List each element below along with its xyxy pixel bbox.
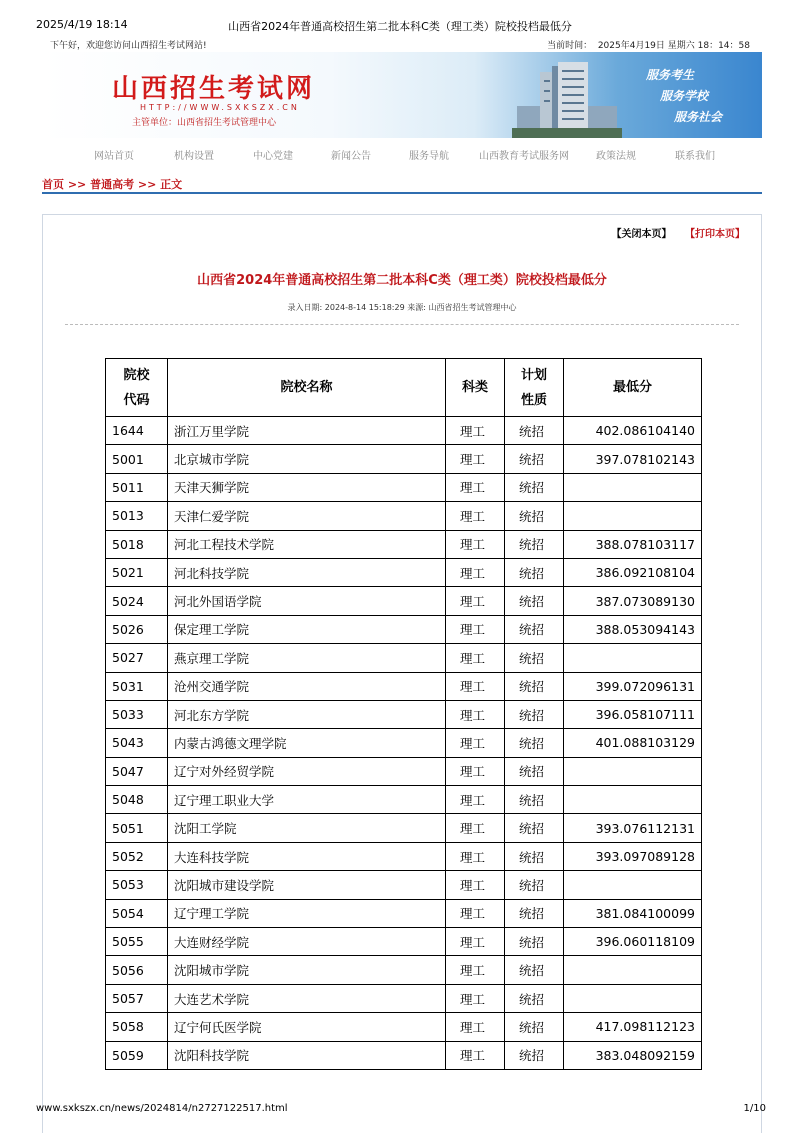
- header-name: 院校名称: [168, 359, 446, 417]
- cell-plan: 统招: [505, 984, 564, 1012]
- cell-code: 5013: [106, 502, 168, 530]
- cell-code: 5011: [106, 473, 168, 501]
- table-row: [106, 615, 702, 643]
- cell-code: 5057: [106, 984, 168, 1012]
- header-plan: 计划 性质: [505, 359, 564, 417]
- cell-subject: 理工: [446, 814, 505, 842]
- nav-item-news[interactable]: 新闻公告: [331, 151, 371, 162]
- site-logo[interactable]: 山西招生考试网: [112, 74, 316, 104]
- table-row: [106, 842, 702, 870]
- cell-code: 5056: [106, 956, 168, 984]
- cell-name: 大连财经学院: [168, 928, 446, 956]
- cell-name: 河北东方学院: [168, 700, 446, 728]
- cell-plan: 统招: [505, 502, 564, 530]
- table-header-row: [106, 359, 702, 417]
- cell-name: 沈阳城市学院: [168, 956, 446, 984]
- cell-subject: 理工: [446, 417, 505, 445]
- cell-score: [564, 984, 702, 1012]
- breadcrumb[interactable]: 首页 >> 普通高考 >> 正文: [42, 176, 762, 194]
- cell-code: 5033: [106, 700, 168, 728]
- cell-plan: 统招: [505, 644, 564, 672]
- header-code: 院校 代码: [106, 359, 168, 417]
- cell-subject: 理工: [446, 842, 505, 870]
- cell-subject: 理工: [446, 984, 505, 1012]
- cell-plan: 统招: [505, 700, 564, 728]
- print-date: 2025/4/19 18:14: [36, 18, 128, 31]
- table-row: [106, 899, 702, 927]
- page-number: 1/10: [743, 1103, 766, 1114]
- cell-plan: 统招: [505, 445, 564, 473]
- print-title: 山西省2024年普通高校招生第二批本科C类（理工类）院校投档最低分: [228, 20, 572, 33]
- cell-code: 5048: [106, 786, 168, 814]
- cell-plan: 统招: [505, 956, 564, 984]
- article-title: 山西省2024年普通高校招生第二批本科C类（理工类）院校投档最低分: [197, 273, 607, 288]
- cell-name: 辽宁对外经贸学院: [168, 757, 446, 785]
- cell-code: 5018: [106, 530, 168, 558]
- table-row: [106, 956, 702, 984]
- cell-score: 396.060118109: [564, 928, 702, 956]
- cell-name: 沈阳城市建设学院: [168, 871, 446, 899]
- cell-subject: 理工: [446, 729, 505, 757]
- table-row: [106, 672, 702, 700]
- table-row: [106, 1041, 702, 1069]
- cell-score: [564, 956, 702, 984]
- table-row: [106, 417, 702, 445]
- nav-item-party[interactable]: 中心党建: [253, 151, 293, 162]
- cell-plan: 统招: [505, 615, 564, 643]
- nav-item-home[interactable]: 网站首页: [94, 151, 134, 162]
- table-row: [106, 644, 702, 672]
- cell-name: 辽宁理工职业大学: [168, 786, 446, 814]
- nav-item-contact[interactable]: 联系我们: [675, 151, 715, 162]
- cell-score: 401.088103129: [564, 729, 702, 757]
- cell-code: 5058: [106, 1013, 168, 1041]
- header-score: 最低分: [564, 359, 702, 417]
- close-page-button[interactable]: 【关闭本页】: [611, 229, 672, 240]
- cell-plan: 统招: [505, 558, 564, 586]
- cell-name: 天津仁爱学院: [168, 502, 446, 530]
- cell-plan: 统招: [505, 1041, 564, 1069]
- cell-subject: 理工: [446, 558, 505, 586]
- table-row: [106, 786, 702, 814]
- slogans: [646, 66, 756, 129]
- cell-code: 5055: [106, 928, 168, 956]
- article-meta: 录入日期: 2024-8-14 15:18:29 来源: 山西省招生考试管理中心: [287, 303, 517, 312]
- cell-score: 417.098112123: [564, 1013, 702, 1041]
- cell-name: 河北科技学院: [168, 558, 446, 586]
- site-banner: [42, 52, 762, 138]
- main-nav: [42, 145, 762, 163]
- cell-name: 浙江万里学院: [168, 417, 446, 445]
- cell-code: 5053: [106, 871, 168, 899]
- cell-name: 沈阳科技学院: [168, 1041, 446, 1069]
- cell-plan: 统招: [505, 473, 564, 501]
- cell-score: [564, 871, 702, 899]
- nav-item-exam-service[interactable]: 山西教育考试服务网: [479, 151, 569, 162]
- cell-name: 天津天狮学院: [168, 473, 446, 501]
- cell-score: 383.048092159: [564, 1041, 702, 1069]
- cell-name: 辽宁何氏医学院: [168, 1013, 446, 1041]
- nav-item-service[interactable]: 服务导航: [409, 151, 449, 162]
- table-row: [106, 558, 702, 586]
- cell-score: [564, 786, 702, 814]
- table-row: [106, 757, 702, 785]
- cell-plan: 统招: [505, 417, 564, 445]
- cell-code: 5059: [106, 1041, 168, 1069]
- cell-name: 大连艺术学院: [168, 984, 446, 1012]
- cell-code: 5052: [106, 842, 168, 870]
- cell-code: 5026: [106, 615, 168, 643]
- cell-name: 北京城市学院: [168, 445, 446, 473]
- cell-plan: 统招: [505, 899, 564, 927]
- cell-plan: 统招: [505, 928, 564, 956]
- cell-score: [564, 502, 702, 530]
- table-row: [106, 502, 702, 530]
- cell-plan: 统招: [505, 729, 564, 757]
- cell-plan: 统招: [505, 757, 564, 785]
- cell-subject: 理工: [446, 786, 505, 814]
- cell-score: 396.058107111: [564, 700, 702, 728]
- cell-subject: 理工: [446, 615, 505, 643]
- cell-name: 河北工程技术学院: [168, 530, 446, 558]
- cell-score: 402.086104140: [564, 417, 702, 445]
- footer-url: www.sxkszx.cn/news/2024814/n2727122517.html: [36, 1103, 288, 1114]
- cell-plan: 统招: [505, 672, 564, 700]
- cell-code: 5051: [106, 814, 168, 842]
- article-panel: [42, 214, 762, 1133]
- top-bar: [42, 38, 762, 52]
- table-row: [106, 1013, 702, 1041]
- cell-code: 5054: [106, 899, 168, 927]
- table-row: [106, 928, 702, 956]
- print-page-button[interactable]: 【打印本页】: [685, 229, 745, 240]
- time-value: 2025年4月19日 星期六 18：14：58: [597, 41, 750, 51]
- cell-score: 387.073089130: [564, 587, 702, 615]
- cell-subject: 理工: [446, 956, 505, 984]
- table-row: [106, 587, 702, 615]
- cell-code: 5021: [106, 558, 168, 586]
- slogan: 服务社会: [674, 110, 723, 124]
- cell-score: 397.078102143: [564, 445, 702, 473]
- cell-code: 5043: [106, 729, 168, 757]
- cell-name: 河北外国语学院: [168, 587, 446, 615]
- score-table: [105, 358, 702, 1070]
- cell-score: [564, 757, 702, 785]
- cell-score: 393.076112131: [564, 814, 702, 842]
- cell-subject: 理工: [446, 672, 505, 700]
- cell-name: 燕京理工学院: [168, 644, 446, 672]
- cell-score: [564, 644, 702, 672]
- divider: [65, 324, 739, 325]
- cell-subject: 理工: [446, 587, 505, 615]
- building-icon: [512, 58, 622, 138]
- article-tools: [602, 225, 745, 240]
- cell-code: 5027: [106, 644, 168, 672]
- nav-item-org[interactable]: 机构设置: [174, 151, 214, 162]
- host-unit: 主管单位：山西省招生考试管理中心: [132, 118, 277, 128]
- cell-name: 辽宁理工学院: [168, 899, 446, 927]
- cell-name: 大连科技学院: [168, 842, 446, 870]
- cell-code: 5031: [106, 672, 168, 700]
- cell-subject: 理工: [446, 700, 505, 728]
- cell-plan: 统招: [505, 814, 564, 842]
- cell-name: 沈阳工学院: [168, 814, 446, 842]
- cell-score: [564, 473, 702, 501]
- table-row: [106, 530, 702, 558]
- cell-score: 399.072096131: [564, 672, 702, 700]
- cell-subject: 理工: [446, 473, 505, 501]
- cell-subject: 理工: [446, 1041, 505, 1069]
- slogan: 服务学校: [660, 89, 709, 103]
- cell-subject: 理工: [446, 644, 505, 672]
- cell-subject: 理工: [446, 871, 505, 899]
- cell-plan: 统招: [505, 786, 564, 814]
- cell-subject: 理工: [446, 530, 505, 558]
- table-row: [106, 729, 702, 757]
- cell-plan: 统招: [505, 871, 564, 899]
- site-url: HTTP://WWW.SXKSZX.CN: [140, 103, 300, 112]
- cell-plan: 统招: [505, 587, 564, 615]
- table-row: [106, 700, 702, 728]
- cell-name: 内蒙古鸿德文理学院: [168, 729, 446, 757]
- nav-item-policy[interactable]: 政策法规: [596, 151, 636, 162]
- cell-score: 386.092108104: [564, 558, 702, 586]
- greeting: 下午好，欢迎您访问山西招生考试网站!: [50, 41, 207, 51]
- cell-score: 381.084100099: [564, 899, 702, 927]
- cell-score: 388.053094143: [564, 615, 702, 643]
- cell-subject: 理工: [446, 502, 505, 530]
- cell-code: 5047: [106, 757, 168, 785]
- table-row: [106, 814, 702, 842]
- cell-code: 5001: [106, 445, 168, 473]
- header-subject: 科类: [446, 359, 505, 417]
- cell-plan: 统招: [505, 1013, 564, 1041]
- cell-plan: 统招: [505, 530, 564, 558]
- cell-code: 1644: [106, 417, 168, 445]
- cell-plan: 统招: [505, 842, 564, 870]
- time-label: 当前时间：: [547, 41, 593, 51]
- cell-score: 388.078103117: [564, 530, 702, 558]
- cell-subject: 理工: [446, 757, 505, 785]
- cell-subject: 理工: [446, 445, 505, 473]
- table-row: [106, 445, 702, 473]
- table-row: [106, 871, 702, 899]
- cell-score: 393.097089128: [564, 842, 702, 870]
- current-time: [547, 38, 750, 51]
- slogan: 服务考生: [646, 68, 695, 82]
- cell-code: 5024: [106, 587, 168, 615]
- table-row: [106, 473, 702, 501]
- cell-subject: 理工: [446, 899, 505, 927]
- cell-subject: 理工: [446, 928, 505, 956]
- cell-subject: 理工: [446, 1013, 505, 1041]
- table-row: [106, 984, 702, 1012]
- print-header: [0, 0, 800, 34]
- cell-name: 沧州交通学院: [168, 672, 446, 700]
- cell-name: 保定理工学院: [168, 615, 446, 643]
